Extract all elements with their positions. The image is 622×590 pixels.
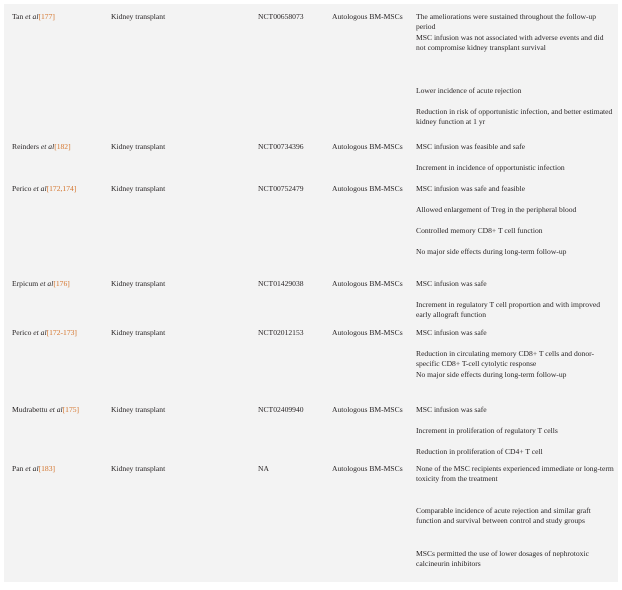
- outcome-item: Reduction in proliferation of CD4+ T cell: [416, 447, 543, 456]
- cell-type-cell: Autologous BM-MSCs: [332, 405, 403, 414]
- reference-link[interactable]: [175]: [62, 405, 80, 414]
- outcome-item: Increment in regulatory T cell proportion and with improved early allograft function: [416, 300, 601, 320]
- author-name: Perico: [12, 184, 32, 193]
- author-name: Pan: [12, 464, 24, 473]
- author-cell: [12, 328, 108, 338]
- author-et-al: et al: [47, 405, 63, 414]
- cell-type-cell: Autologous BM-MSCs: [332, 328, 403, 337]
- outcome-item: MSC infusion was feasible and safe: [416, 142, 526, 151]
- outcome-item: No major side effects during long-term follow-up: [416, 247, 567, 256]
- outcome-item: MSCs permitted the use of lower dosages of nephrotoxic calcineurin inhibitors: [416, 549, 589, 569]
- outcome-item: MSC infusion was safe and feasible: [416, 184, 526, 193]
- author-cell: [12, 464, 108, 474]
- reference-link[interactable]: [183]: [38, 464, 56, 473]
- author-et-al: et al: [38, 279, 54, 288]
- outcome-item: MSC infusion was safe: [416, 279, 487, 288]
- trial-id-cell: NCT02012153: [258, 328, 304, 337]
- outcome-item: Lower incidence of acute rejection: [416, 86, 522, 95]
- trial-id-cell: NCT00658073: [258, 12, 304, 21]
- organ-cell: Kidney transplant: [111, 279, 166, 288]
- author-cell: [12, 12, 108, 22]
- cell-type-cell: Autologous BM-MSCs: [332, 279, 403, 288]
- reference-link[interactable]: [176]: [53, 279, 70, 288]
- cell-type-cell: Autologous BM-MSCs: [332, 142, 403, 151]
- trial-id-cell: NCT00734396: [258, 142, 304, 151]
- author-cell: [12, 142, 108, 152]
- trial-id-cell: NA: [258, 464, 269, 473]
- author-name: Erpicum: [12, 279, 39, 288]
- outcome-item: Reduction in risk of opportunistic infection, and better estimated kidney function at 1 yr: [416, 107, 613, 127]
- organ-cell: Kidney transplant: [111, 12, 166, 21]
- outcome-item: Allowed enlargement of Treg in the peripheral blood: [416, 205, 577, 214]
- author-et-al: et al: [31, 184, 47, 193]
- outcome-item: Reduction in circulating memory CD8+ T cells and donor-specific CD8+ T-cell cytolytic response: [416, 349, 595, 369]
- outcome-item: Increment in incidence of opportunistic infection: [416, 163, 565, 172]
- outcome-item: Increment in proliferation of regulatory T cells: [416, 426, 558, 435]
- reference-link[interactable]: [172,174]: [46, 184, 77, 193]
- outcome-item: MSC infusion was not associated with adverse events and did not compromise kidney transplant survival: [416, 33, 604, 53]
- author-name: Mudrabettu: [12, 405, 48, 414]
- author-name: Perico: [12, 328, 32, 337]
- organ-cell: Kidney transplant: [111, 184, 166, 193]
- outcome-item: MSC infusion was safe: [416, 405, 487, 414]
- reference-link[interactable]: [177]: [38, 12, 55, 21]
- trial-id-cell: NCT00752479: [258, 184, 304, 193]
- table-page: [4, 4, 618, 582]
- organ-cell: Kidney transplant: [111, 328, 166, 337]
- outcome-item: No major side effects during long-term follow-up: [416, 370, 567, 379]
- outcome-item: None of the MSC recipients experienced immediate or long-term toxicity from the treatment: [416, 464, 614, 484]
- author-cell: [12, 405, 108, 415]
- cell-type-cell: Autologous BM-MSCs: [332, 12, 403, 21]
- organ-cell: Kidney transplant: [111, 464, 166, 473]
- author-name: Tan: [12, 12, 24, 21]
- outcome-item: MSC infusion was safe: [416, 328, 487, 337]
- cell-type-cell: Autologous BM-MSCs: [332, 184, 403, 193]
- reference-link[interactable]: [172-173]: [46, 328, 77, 337]
- cell-type-cell: Autologous BM-MSCs: [332, 464, 403, 473]
- outcome-item: Controlled memory CD8+ T cell function: [416, 226, 543, 235]
- author-et-al: et al: [23, 12, 39, 21]
- author-cell: [12, 184, 108, 194]
- trial-id-cell: NCT01429038: [258, 279, 304, 288]
- outcome-item: Comparable incidence of acute rejection and similar graft function and survival between control and study groups: [416, 506, 591, 526]
- author-et-al: et al: [23, 464, 39, 473]
- reference-link[interactable]: [182]: [54, 142, 71, 151]
- outcome-item: The ameliorations were sustained throughout the follow-up period: [416, 12, 597, 32]
- author-et-al: et al: [31, 328, 47, 337]
- organ-cell: Kidney transplant: [111, 142, 166, 151]
- author-cell: [12, 279, 108, 289]
- author-et-al: et al: [39, 142, 55, 151]
- organ-cell: Kidney transplant: [111, 405, 166, 414]
- author-name: Reinders: [12, 142, 39, 151]
- trial-id-cell: NCT02409940: [258, 405, 304, 414]
